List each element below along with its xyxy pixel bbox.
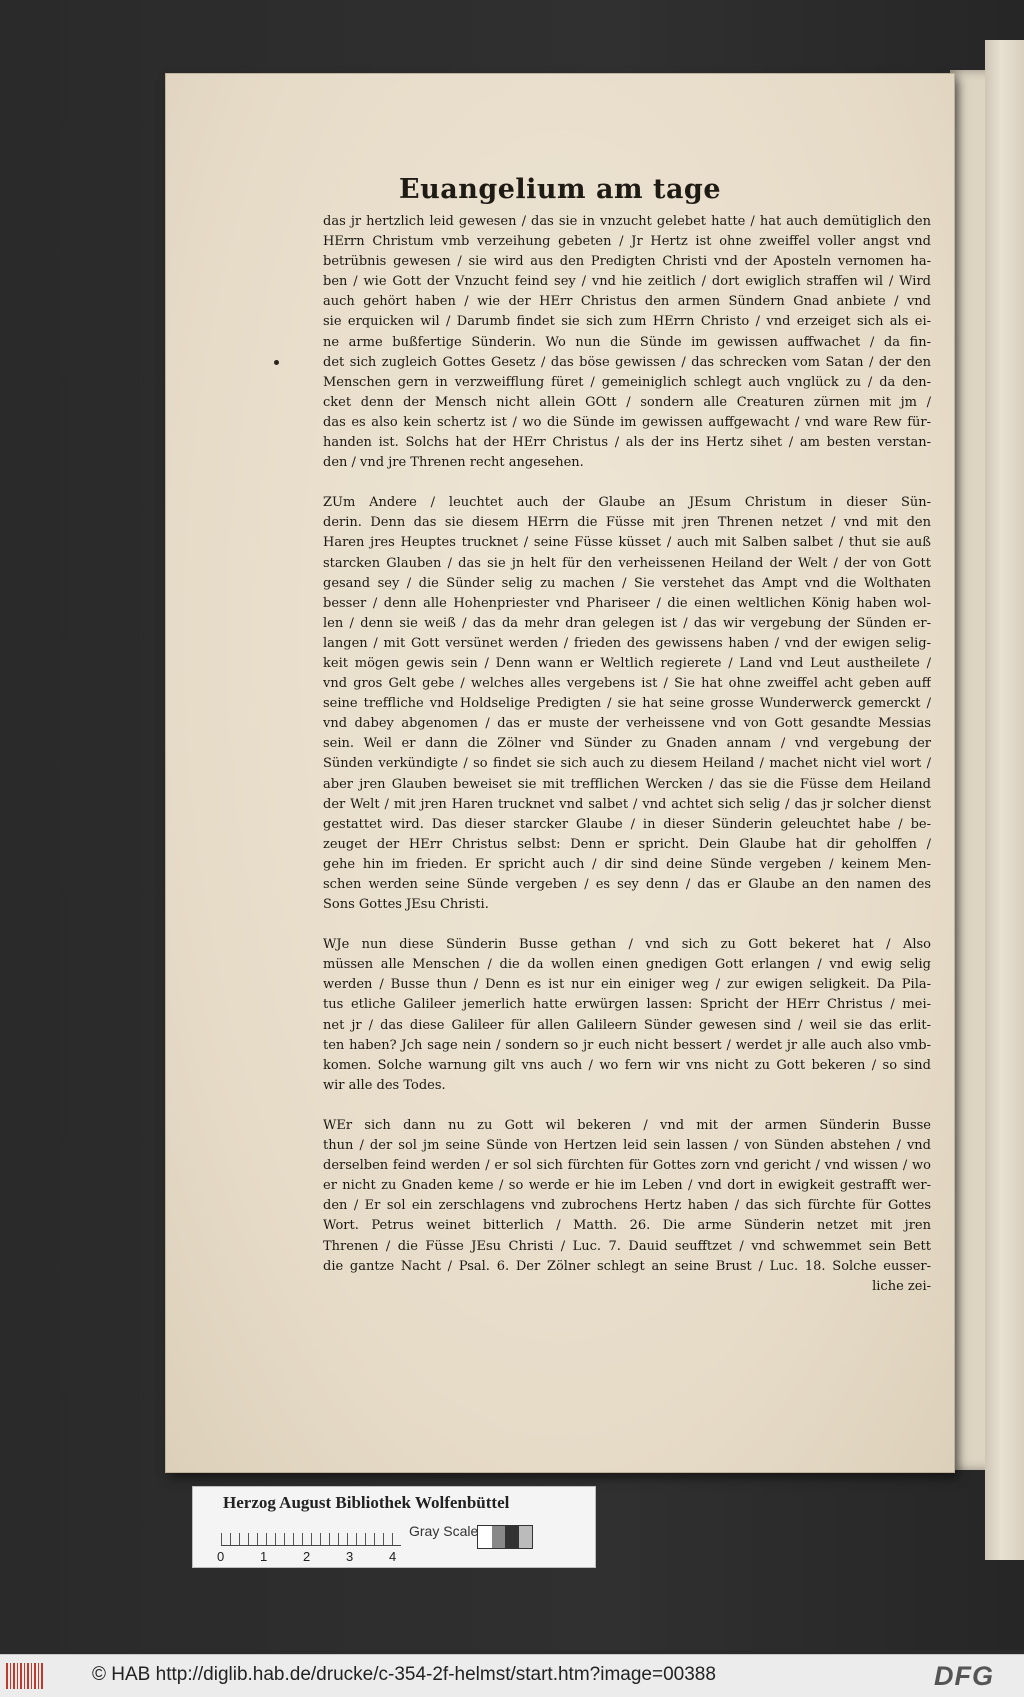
text-line: den / Er sol ein zerschlagens vnd zubrochens Hertz haben / das sich fürchte für Gottes bbox=[323, 1198, 931, 1214]
text-line: den / vnd jre Threnen recht angesehen. bbox=[323, 455, 584, 471]
text-line: gestattet wird. Das dieser starcker Glaube / in dieser Sünderin geleuchtet habe / be- bbox=[323, 816, 931, 832]
running-head: Euangelium am tage bbox=[399, 174, 721, 205]
text-line: wir alle des Todes. bbox=[323, 1077, 446, 1093]
text-line: er nicht zu Gnaden keme / so werde er hie im Leben / vnd dort in ewigkeit gestrafft wer- bbox=[323, 1178, 931, 1194]
ruler-icon bbox=[221, 1521, 401, 1546]
text-line: WJe nun diese Sünderin Busse gethan / vnd sich zu Gott bekeret hat / Also bbox=[323, 937, 931, 953]
dfg-logo: DFG bbox=[934, 1661, 994, 1691]
text-line: zeuget der HErr Christus selbst: Denn er spricht. Dein Glaube hat dir geholffen / bbox=[323, 836, 931, 852]
text-line: len / denn sie weiß / das da mehr dran gelegen ist / das wir vergebung der Sünden er- bbox=[323, 615, 931, 631]
ruler-number: 2 bbox=[303, 1549, 311, 1564]
paragraph-gap bbox=[323, 1096, 931, 1116]
text-line: schen werden seine Sünde vergeben / es sey denn / das er Glaube an den namen des bbox=[323, 877, 931, 892]
margin-dot bbox=[274, 360, 279, 365]
text-line: komen. Solche warnung gilt vns auch / wo fern wir vns nicht zu Gott bekeren / so sind bbox=[323, 1057, 931, 1073]
text-line: auch gehört haben / wie der HErr Christus den armen Sündern Gnad anbiete / vnd bbox=[323, 294, 931, 310]
text-line: thun / der sol jm seine Sünde von Hertzen leid sein lassen / von Sünden abstehen / vnd bbox=[323, 1138, 931, 1154]
text-line: ne arme bußfertige Sünderin. Wo nun die Sünde im gewissen auffwachet / da fin- bbox=[323, 334, 931, 350]
text-line: gesand sey / die Sünder selig zu machen / Sie verstehet das Ampt vnd die Wolthaten bbox=[323, 575, 931, 591]
footer-copyright[interactable]: © HAB http://diglib.hab.de/drucke/c-354-2f-helmst/start.htm?image=00388 bbox=[92, 1664, 716, 1685]
ruler-number: 1 bbox=[260, 1549, 268, 1564]
text-line: WEr sich dann nu zu Gott wil bekeren / vnd mit der armen Sünderin Busse bbox=[323, 1117, 931, 1133]
text-line: das jr hertzlich leid gewesen / das sie in vnzucht gelebet hatte / hat auch demütiglich den bbox=[323, 214, 931, 229]
gray-scale-swatch bbox=[477, 1525, 533, 1549]
text-line: ten haben? Jch sage nein / sondern so jr euch nicht bessert / werdet jr alle auch also vmb- bbox=[323, 1037, 931, 1053]
text-line: net jr / das diese Galileer für allen Galileern Sünder gewesen sind / weil sie das erlit- bbox=[323, 1017, 931, 1033]
text-line: müssen alle Menschen / die da wollen einen gnedigen Gott erlangen / vnd ewig selig bbox=[323, 957, 931, 973]
text-line: tus etliche Galileer jemerlich hatte erwürgen lassen: Spricht der HErr Christus / mei- bbox=[323, 997, 931, 1013]
text-line: ben / wie Gott der Vnzucht feind sey / vnd hie zeitlich / dort ewiglich straffen wil / Wird bbox=[323, 274, 931, 290]
ruler-number: 4 bbox=[389, 1549, 397, 1564]
ruler-number: 0 bbox=[217, 1549, 225, 1564]
book-edge bbox=[985, 40, 1024, 1560]
text-line: das es also kein schertz ist / wo die Sünde im gewissen auffgewacht / vnd ware Rew für- bbox=[323, 414, 931, 430]
paragraph-gap bbox=[323, 473, 931, 493]
text-line: betrübnis gewesen / sie wird aus den Predigten Christi vnd der Aposteln vernomen ha- bbox=[323, 254, 931, 270]
text-line: die gantze Nacht / Psal. 6. Der Zölner schlegt an seine Brust / Luc. 18. Solche eusser- bbox=[323, 1258, 931, 1274]
text-line: vnd dabey abgenomen / das er muste der verheissene vnd von Gott gesandte Messias bbox=[323, 716, 931, 732]
text-line: Threnen / die Füsse JEsu Christi / Luc. 7. Dauid seufftzet / vnd schwemmet sein Bett bbox=[323, 1238, 931, 1254]
text-line: HErrn Christum vmb verzeihung gebeten / Jr Hertz ist ohne zweiffel voller angst vnd bbox=[323, 234, 931, 250]
text-line: gehe hin im frieden. Er spricht auch / dir sind deine Sünde vergeben / keinem Men- bbox=[323, 856, 931, 872]
text-line: keit mögen gewis sein / Denn wann er Weltlich regierete / Land vnd Leut austheilete / bbox=[323, 655, 931, 671]
text-line: starcken Glauben / das sie jn helt für den verheissenen Heiland der Welt / der von Gott bbox=[323, 555, 931, 571]
text-line: Haren jres Heuptes trucknet / seine Füsse küsset / auch mit Salben salbet / thut sie auß bbox=[323, 535, 931, 551]
facing-page-edge bbox=[950, 70, 990, 1470]
text-line: derin. Denn das sie diesem HErrn die Füsse mit jren Threnen netzet / vnd mit den bbox=[323, 515, 931, 531]
library-name: Herzog August Bibliothek Wolfenbüttel bbox=[223, 1493, 510, 1512]
paragraph-gap bbox=[323, 915, 931, 935]
text-line: det sich zugleich Gottes Gesetz / das böse gewissen / das schrecken vom Satan / der den bbox=[323, 354, 931, 370]
text-line: werden / Busse thun / Denn es ist nur ein einiger weg / zur ewigen seligkeit. Da Pila- bbox=[323, 977, 931, 993]
library-color-card bbox=[192, 1486, 596, 1568]
text-line: sie erquicken wil / Darumb findet sie sich zum HErrn Christo / vnd erzeiget sich als ei- bbox=[323, 314, 931, 330]
text-line: cket denn der Mensch nicht allein GOtt / sondern alle Creaturen zürnen mit jm / bbox=[323, 394, 931, 410]
text-line: handen ist. Solchs hat der HErr Christus / als der ins Hertz sihet / am besten verstan- bbox=[323, 435, 931, 451]
ruler-number: 3 bbox=[346, 1549, 354, 1564]
text-line: der Welt / mit jren Haren trucknet vnd salbet / vnd achtet sich selig / das jr solcher dienst bbox=[323, 796, 931, 812]
text-line: aber jren Glauben beweiset sie mit trefflichen Wercken / das sie die Füsse dem Heiland bbox=[323, 776, 931, 792]
text-line: Menschen gern in verzweifflung füret / gemeiniglich schlegt auch vnglück zu / da den- bbox=[323, 374, 931, 390]
page-text bbox=[323, 212, 931, 1297]
text-line: derselben feind werden / er sol sich fürchten für Gottes zorn vnd gericht / vnd wissen / wo bbox=[323, 1158, 931, 1174]
text-line: langen / mit Gott versünet werden / frieden des gewissens haben / vnd der ewigen selig- bbox=[323, 635, 931, 651]
text-line: Wort. Petrus weinet bitterlich / Matth. 26. Die arme Sünderin netzet mit jren bbox=[323, 1218, 931, 1234]
text-line: seine treffliche vnd Holdselige Predigten / sie hat seine grosse Wunderwerck gemerckt / bbox=[323, 696, 931, 712]
footer-bar bbox=[0, 1654, 1024, 1697]
catchword: liche zei- bbox=[872, 1278, 931, 1294]
text-line: vnd gros Gelt gebe / welches alles vergebens ist / Sie hat ohne zweiffel acht geben auff bbox=[323, 676, 931, 692]
text-line: ZUm Andere / leuchtet auch der Glaube an JEsum Christum in dieser Sün- bbox=[323, 495, 931, 511]
gray-scale-label: Gray Scale bbox=[409, 1523, 479, 1539]
hab-logo-icon bbox=[6, 1663, 44, 1689]
text-line: sein. Weil er dann die Zölner vnd Sünder zu Gnaden annam / vnd vergebung der bbox=[323, 736, 931, 752]
book-page bbox=[166, 74, 954, 1472]
text-line: Sons Gottes JEsu Christi. bbox=[323, 897, 489, 913]
text-line: Sünden verkündigte / so findet sie sich auch zu diesem Heiland / machet nicht viel wort / bbox=[323, 756, 931, 772]
text-line: besser / denn alle Hohenpriester vnd Phariseer / die einen weltlichen König haben wol- bbox=[323, 595, 931, 611]
